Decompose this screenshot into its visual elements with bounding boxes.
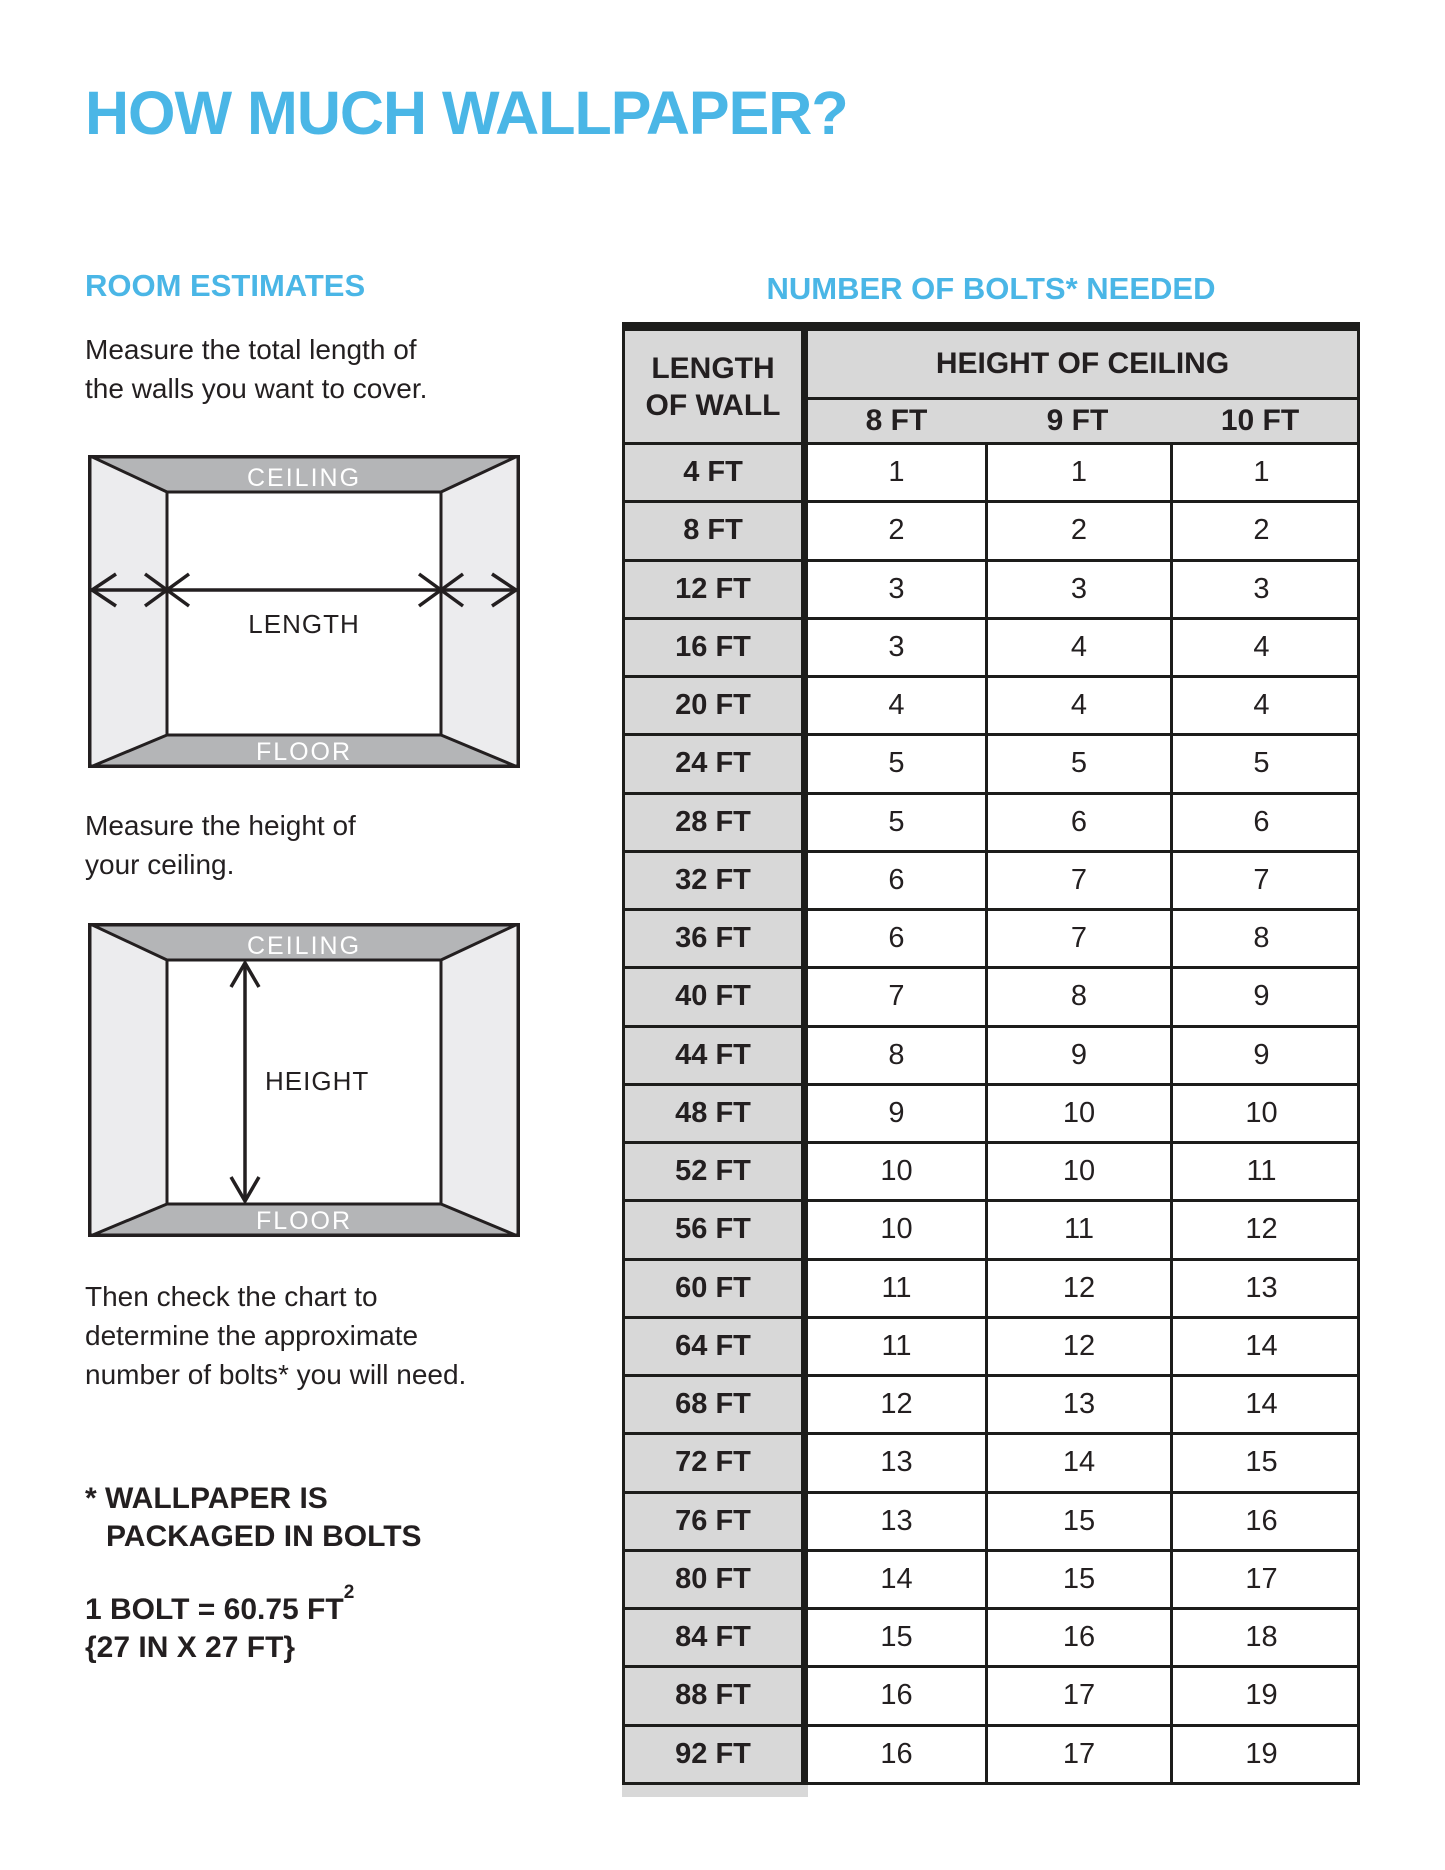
bolt-count-cell: 3 <box>985 562 1170 617</box>
bolt-count-cell: 13 <box>1170 1261 1350 1316</box>
floor-label: FLOOR <box>255 738 353 766</box>
bolt-count-cell: 12 <box>985 1319 1170 1374</box>
bolts-needed-heading: NUMBER OF BOLTS* NEEDED <box>766 271 1216 306</box>
bolt-count-cell: 15 <box>985 1552 1170 1607</box>
bolt-count-cell: 17 <box>985 1727 1170 1782</box>
wall-length-cell: 8 FT <box>625 503 808 558</box>
bolt-size-info <box>85 1584 354 1667</box>
bolts-footnote <box>85 1480 422 1556</box>
bolt-count-cell: 8 <box>1170 911 1350 966</box>
bolt-count-cell: 4 <box>1170 678 1350 733</box>
footnote-line: PACKAGED IN BOLTS <box>106 1520 422 1553</box>
table-row <box>625 1435 1357 1493</box>
wall-length-cell: 32 FT <box>625 853 808 908</box>
bolt-equation <box>85 1584 354 1629</box>
bolt-count-cell: 11 <box>985 1202 1170 1257</box>
ceiling-height-subheaders <box>808 400 1357 442</box>
bolt-count-cell: 15 <box>1170 1435 1350 1490</box>
table-row <box>625 1494 1357 1552</box>
bolt-count-cell: 7 <box>985 853 1170 908</box>
table-row <box>625 1727 1357 1785</box>
wall-length-cell: 56 FT <box>625 1202 808 1257</box>
table-row <box>625 969 1357 1027</box>
squared-superscript: 2 <box>343 1582 355 1603</box>
wall-length-cell: 28 FT <box>625 795 808 850</box>
bolt-count-cell: 16 <box>880 1679 913 1712</box>
paragraph-line: number of bolts* you will need. <box>85 1359 467 1390</box>
bolt-count-cell: 7 <box>985 911 1170 966</box>
bolt-equation-text: 1 BOLT = 60.75 FT <box>85 1593 344 1626</box>
wall-length-cell: 92 FT <box>625 1727 808 1782</box>
paragraph-line: Then check the chart to <box>85 1281 378 1312</box>
wall-length-cell: 52 FT <box>625 1144 808 1199</box>
paragraph-line: Measure the height of <box>85 810 356 841</box>
bolt-count-cell: 3 <box>888 572 905 605</box>
height-label: HEIGHT <box>265 1066 370 1096</box>
wall-length-cell: 12 FT <box>625 562 808 617</box>
paragraph-line: the walls you want to cover. <box>85 373 428 404</box>
wall-length-cell: 16 FT <box>625 620 808 675</box>
table-row <box>625 1028 1357 1086</box>
bolt-count-cell: 4 <box>985 620 1170 675</box>
floor-label: FLOOR <box>255 1207 353 1235</box>
wall-length-cell: 44 FT <box>625 1028 808 1083</box>
length-of-wall-header <box>625 331 808 442</box>
table-row <box>625 620 1357 678</box>
bolt-count-cell: 1 <box>985 445 1170 500</box>
table-header <box>622 331 1360 445</box>
bolt-count-cell: 18 <box>1170 1610 1350 1665</box>
check-chart-paragraph <box>85 1277 466 1394</box>
table-row <box>625 445 1357 503</box>
table-row <box>625 1144 1357 1202</box>
bolt-count-cell: 3 <box>1170 562 1350 617</box>
bolt-count-cell: 16 <box>985 1610 1170 1665</box>
table-row <box>625 562 1357 620</box>
bolt-count-cell: 1 <box>888 456 905 489</box>
right-wall-surface <box>441 455 520 768</box>
bolt-count-cell: 3 <box>888 630 905 663</box>
wall-length-cell: 60 FT <box>625 1261 808 1316</box>
header-line: OF WALL <box>645 388 781 422</box>
column-header-8ft: 8 FT <box>865 404 928 437</box>
wall-length-cell: 72 FT <box>625 1435 808 1490</box>
bolt-count-cell: 11 <box>1170 1144 1350 1199</box>
bolt-count-cell: 12 <box>880 1388 913 1421</box>
table-row <box>625 1552 1357 1610</box>
left-wall-surface <box>88 455 167 768</box>
bolt-count-cell: 7 <box>888 980 905 1013</box>
wall-length-cell: 48 FT <box>625 1086 808 1141</box>
bolt-dimensions: {27 IN X 27 FT} <box>85 1631 296 1664</box>
table-row <box>625 911 1357 969</box>
bolt-count-cell: 6 <box>888 922 905 955</box>
bolt-count-cell: 9 <box>985 1028 1170 1083</box>
bolt-count-cell: 4 <box>985 678 1170 733</box>
table-body <box>622 445 1360 1785</box>
wall-length-cell: 20 FT <box>625 678 808 733</box>
bolt-count-cell: 5 <box>1170 736 1350 791</box>
bolts-table <box>622 322 1360 1797</box>
footnote-line: * WALLPAPER IS <box>85 1482 328 1515</box>
table-footer-stub <box>622 1785 808 1797</box>
table-row <box>625 1202 1357 1260</box>
left-wall-surface <box>88 923 167 1237</box>
bolt-count-cell: 11 <box>881 1329 912 1362</box>
wall-length-cell: 88 FT <box>625 1668 808 1723</box>
table-row <box>625 1261 1357 1319</box>
wall-length-cell: 36 FT <box>625 911 808 966</box>
measure-length-paragraph <box>85 330 427 408</box>
table-row <box>625 736 1357 794</box>
room-length-diagram <box>88 455 520 768</box>
bolt-count-cell: 7 <box>1170 853 1350 908</box>
bolt-count-cell: 17 <box>985 1668 1170 1723</box>
bolt-count-cell: 10 <box>985 1144 1170 1199</box>
height-of-ceiling-header: HEIGHT OF CEILING <box>808 331 1357 400</box>
bolt-count-cell: 12 <box>985 1261 1170 1316</box>
bolt-count-cell: 4 <box>1170 620 1350 675</box>
bolt-count-cell: 16 <box>880 1737 913 1770</box>
length-label: LENGTH <box>248 609 360 639</box>
ceiling-label: CEILING <box>246 932 362 960</box>
bolt-count-cell: 19 <box>1170 1727 1350 1782</box>
bolt-count-cell: 19 <box>1170 1668 1350 1723</box>
bolt-count-cell: 6 <box>1170 795 1350 850</box>
table-row <box>625 1377 1357 1435</box>
wall-length-cell: 4 FT <box>625 445 808 500</box>
bolt-count-cell: 13 <box>880 1504 913 1537</box>
bolt-count-cell: 14 <box>1170 1319 1350 1374</box>
wall-length-cell: 80 FT <box>625 1552 808 1607</box>
table-row <box>625 1668 1357 1726</box>
bolt-count-cell: 1 <box>1170 445 1350 500</box>
bolt-count-cell: 10 <box>1170 1086 1350 1141</box>
paragraph-line: determine the approximate <box>85 1320 419 1351</box>
table-row <box>625 503 1357 561</box>
bolt-count-cell: 12 <box>1170 1202 1350 1257</box>
bolt-count-cell: 4 <box>888 689 905 722</box>
ceiling-label: CEILING <box>246 464 362 492</box>
bolt-count-cell: 8 <box>888 1038 905 1071</box>
wall-length-cell: 76 FT <box>625 1494 808 1549</box>
bolt-count-cell: 14 <box>985 1435 1170 1490</box>
bolt-count-cell: 8 <box>985 969 1170 1024</box>
bolt-count-cell: 5 <box>888 805 905 838</box>
room-estimates-heading: ROOM ESTIMATES <box>85 268 366 303</box>
bolt-count-cell: 2 <box>1170 503 1350 558</box>
bolt-count-cell: 9 <box>888 1096 905 1129</box>
table-row <box>625 1086 1357 1144</box>
bolt-count-cell: 17 <box>1170 1552 1350 1607</box>
bolt-count-cell: 14 <box>880 1562 913 1595</box>
bolt-count-cell: 6 <box>985 795 1170 850</box>
measure-height-paragraph <box>85 806 356 884</box>
bolt-count-cell: 5 <box>888 747 905 780</box>
column-header-9ft: 9 FT <box>1046 404 1109 437</box>
bolt-count-cell: 9 <box>1170 969 1350 1024</box>
bolt-count-cell: 10 <box>880 1155 913 1188</box>
table-row <box>625 1610 1357 1668</box>
column-header-10ft: 10 FT <box>1220 404 1300 437</box>
wall-length-cell: 40 FT <box>625 969 808 1024</box>
bolt-count-cell: 10 <box>880 1213 913 1246</box>
paragraph-line: your ceiling. <box>85 849 235 880</box>
wall-length-cell: 64 FT <box>625 1319 808 1374</box>
table-top-bar <box>622 322 1360 331</box>
table-row <box>625 1319 1357 1377</box>
bolt-count-cell: 2 <box>985 503 1170 558</box>
bolt-count-cell: 5 <box>985 736 1170 791</box>
bolt-count-cell: 2 <box>888 514 905 547</box>
right-wall-surface <box>441 923 520 1237</box>
bolt-count-cell: 11 <box>881 1271 912 1304</box>
bolt-count-cell: 13 <box>880 1446 913 1479</box>
table-row <box>625 853 1357 911</box>
bolt-count-cell: 14 <box>1170 1377 1350 1432</box>
bolt-count-cell: 15 <box>880 1621 913 1654</box>
bolt-count-cell: 9 <box>1170 1028 1350 1083</box>
bolt-count-cell: 15 <box>985 1494 1170 1549</box>
wall-length-cell: 68 FT <box>625 1377 808 1432</box>
page-title: HOW MUCH WALLPAPER? <box>85 79 848 147</box>
height-of-ceiling-group <box>808 331 1357 442</box>
paragraph-line: Measure the total length of <box>85 334 417 365</box>
bolt-count-cell: 10 <box>985 1086 1170 1141</box>
table-row <box>625 678 1357 736</box>
bolt-count-cell: 16 <box>1170 1494 1350 1549</box>
wall-length-cell: 84 FT <box>625 1610 808 1665</box>
table-row <box>625 795 1357 853</box>
wall-length-cell: 24 FT <box>625 736 808 791</box>
bolt-count-cell: 6 <box>888 863 905 896</box>
bolt-count-cell: 13 <box>985 1377 1170 1432</box>
room-height-diagram <box>88 923 520 1237</box>
header-line: LENGTH <box>651 351 775 385</box>
